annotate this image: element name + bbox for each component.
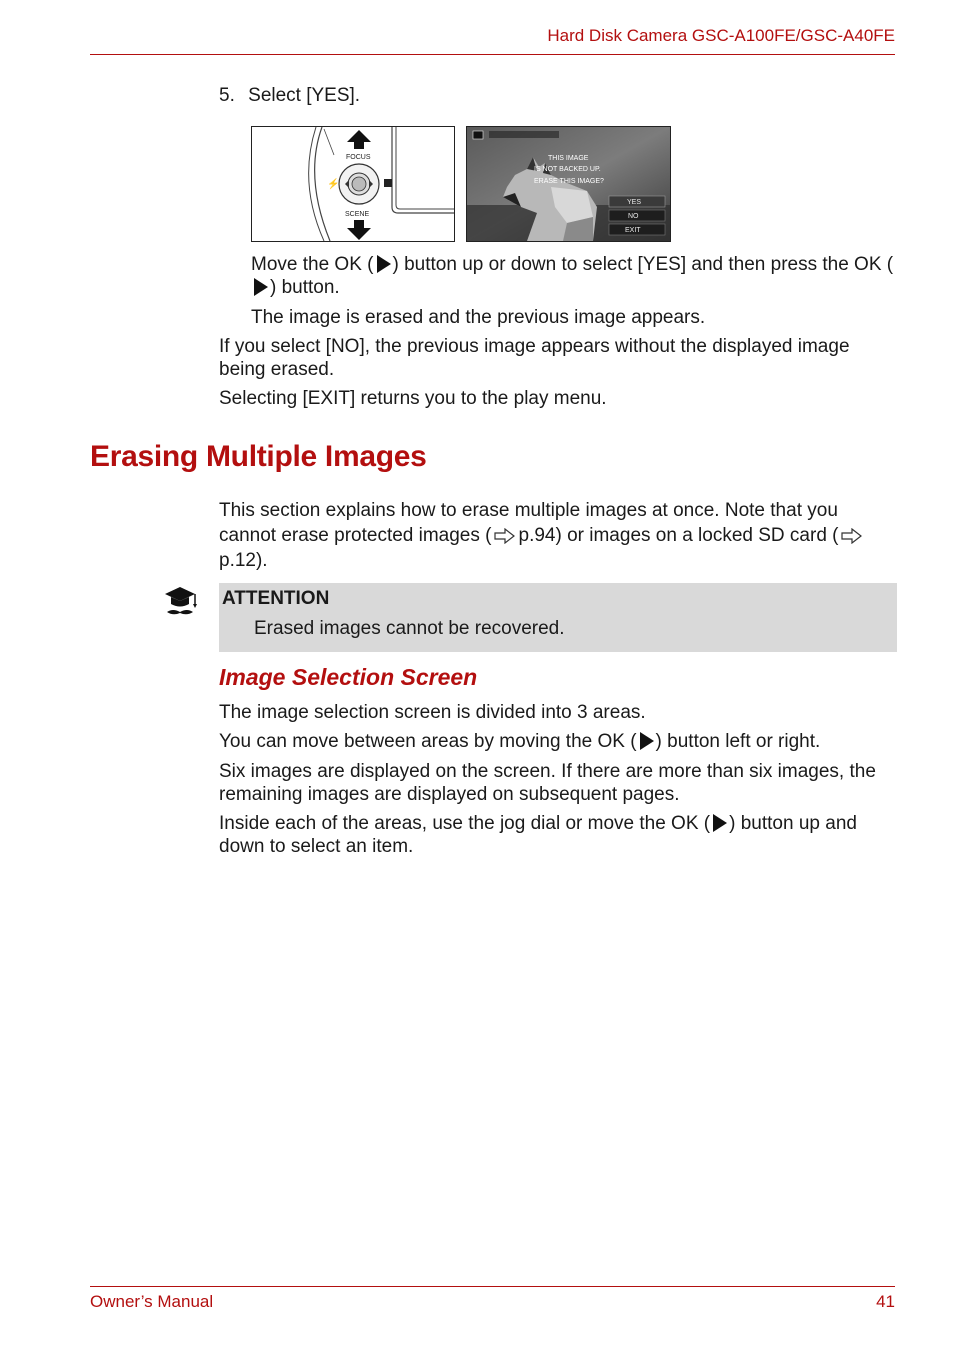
text-run: ). xyxy=(255,550,268,571)
step-5 xyxy=(219,85,360,107)
graduate-cap-icon xyxy=(163,584,201,624)
attention-text: Erased images cannot be recovered. xyxy=(254,618,565,639)
section-title: Erasing Multiple Images xyxy=(90,440,427,473)
ok-button-icon xyxy=(713,814,727,832)
header-rule xyxy=(90,54,895,55)
page-number: 41 xyxy=(876,1292,895,1311)
text-run: Inside each of the areas, use the jog dial or move the OK ( xyxy=(219,813,711,834)
erase-confirm-screen xyxy=(467,127,670,241)
text-run: ) or images on a locked SD card ( xyxy=(555,525,839,546)
confirm-line-2: IS NOT BACKED UP. xyxy=(534,166,601,173)
ok-button-icon xyxy=(640,732,654,750)
focus-label: FOCUS xyxy=(346,154,371,161)
section-intro xyxy=(219,498,899,573)
running-header: Hard Disk Camera GSC-A100FE/GSC-A40FE xyxy=(547,26,895,45)
menu-yes: YES xyxy=(627,199,642,206)
menu-exit: EXIT xyxy=(625,227,641,234)
confirm-line-3: ERASE THIS IMAGE? xyxy=(534,178,604,185)
step-number: 5. xyxy=(219,85,235,106)
select-no-paragraph: If you select [NO], the previous image appears without the displayed image being erased. xyxy=(219,336,850,380)
text-run: ) button. xyxy=(270,277,340,298)
menu-no: NO xyxy=(628,213,639,220)
reference-arrow-icon xyxy=(841,528,863,544)
text-run: This section explains how to erase multiple images at once. Note that you cannot erase protected images ( xyxy=(219,500,838,546)
scene-label: SCENE xyxy=(345,211,370,218)
erased-result: The image is erased and the previous image appears. xyxy=(251,307,706,328)
attention-title: ATTENTION xyxy=(222,588,330,609)
page-reference-link[interactable]: p.94 xyxy=(518,525,556,546)
lcd-screen-figure xyxy=(466,126,671,242)
text-run: ) button left or right. xyxy=(655,731,821,752)
subsection-paragraph-1: The image selection screen is divided into 3 areas. xyxy=(219,702,646,723)
text-run: You can move between areas by moving the OK ( xyxy=(219,731,637,752)
ok-button-icon xyxy=(254,278,268,296)
reference-arrow-icon xyxy=(494,528,516,544)
move-ok-paragraph xyxy=(251,253,899,299)
subsection-paragraph-3: Six images are displayed on the screen. If there are more than six images, the remaining images are displayed on subsequent pages. xyxy=(219,761,876,805)
page-reference-link[interactable]: p.12 xyxy=(219,550,256,571)
text-run: ) button up and down to select an item. xyxy=(219,813,857,857)
footer-rule xyxy=(90,1286,895,1287)
select-exit-paragraph: Selecting [EXIT] returns you to the play menu. xyxy=(219,388,607,409)
subsection-paragraph-4 xyxy=(219,812,899,858)
svg-text:⚡: ⚡ xyxy=(327,179,340,190)
confirm-line-1: THIS IMAGE xyxy=(548,155,589,162)
text-run: Move the OK ( xyxy=(251,254,374,275)
camera-controls-figure xyxy=(251,126,455,242)
ok-button-icon xyxy=(377,255,391,273)
subsection-paragraph-2 xyxy=(219,730,899,753)
subsection-title: Image Selection Screen xyxy=(219,664,478,690)
text-run: ) button up or down to select [YES] and then press the OK ( xyxy=(392,254,894,275)
ok-button-diagram xyxy=(252,127,454,241)
footer-manual-title: Owner’s Manual xyxy=(90,1292,214,1311)
step-text: Select [YES]. xyxy=(248,85,361,106)
